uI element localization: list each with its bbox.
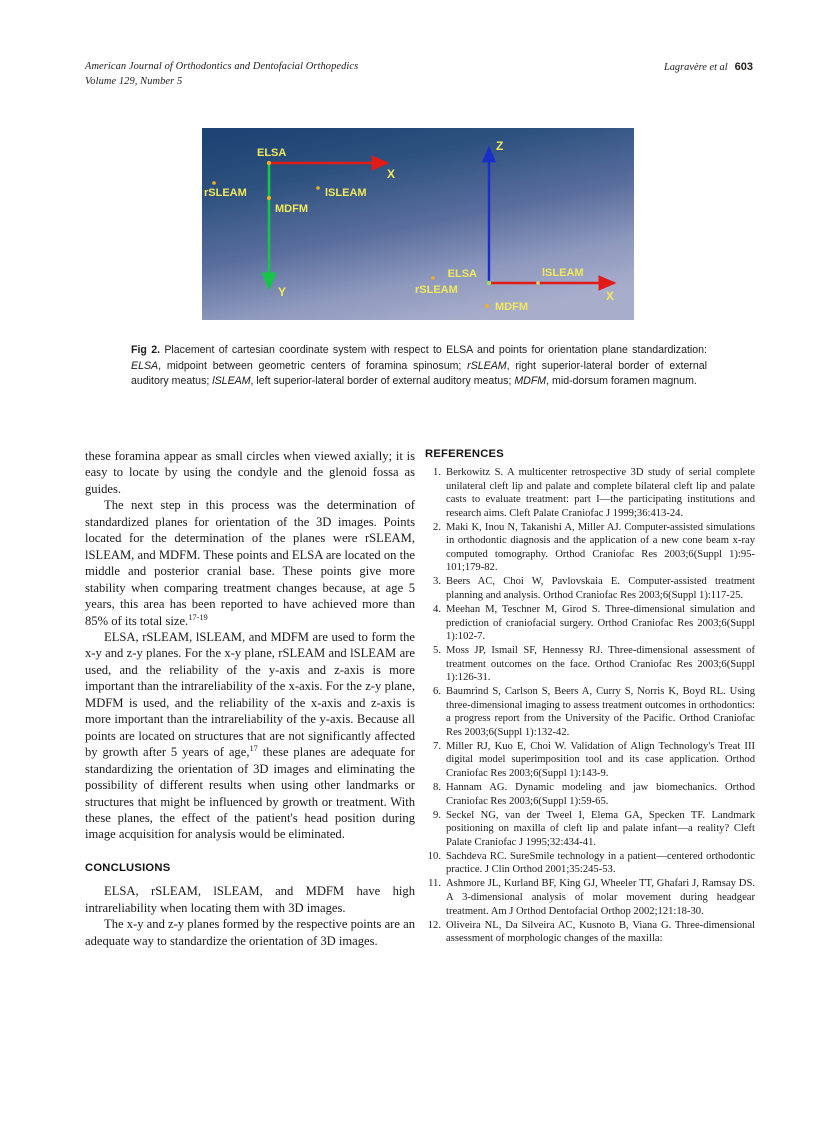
left-column-body (85, 448, 415, 949)
left-view-label-isleam: lSLEAM (325, 187, 367, 199)
running-head (85, 60, 753, 94)
references-heading: REFERENCES (425, 448, 504, 460)
reference-text: Maki K, Inou N, Takanishi A, Miller AJ. Computer-assisted simulations in orthodontic diagnosis and the application of a new cone beam x-ray computed tomography. Orthod Craniofac Res 2003;6(Suppl 1):95-101;179-82. (446, 521, 755, 574)
reference-item (425, 877, 755, 918)
figure-label: Fig 2. (131, 344, 161, 356)
reference-item (425, 644, 755, 685)
reference-list (425, 466, 755, 946)
reference-number: 3. (433, 576, 441, 588)
figure-2-caption (131, 343, 707, 390)
citation-17: 17 (249, 743, 258, 753)
figure-caption-text-2: , midpoint between geometric centers of foramina spinosum; (158, 359, 468, 372)
reference-number: 9. (433, 809, 441, 821)
reference-text: Baumrind S, Carlson S, Beers A, Curry S, Norris K, Boyd RL. Using three-dimensional imaging to assess treatment outcomes in orthodontics: a progress report from the University of the Pacific. Orthod Craniofac Res 2003;6(Suppl 1):132-42. (446, 686, 755, 738)
right-view-point-mdfm (485, 304, 489, 308)
figure-caption-text-1: Placement of cartesian coordinate system with respect to ELSA and points for orientation plane standardization: (160, 344, 707, 356)
reference-number: 4. (433, 603, 441, 615)
figure-2 (202, 128, 634, 320)
reference-item (425, 685, 755, 739)
left-view-point-elsa (267, 161, 271, 165)
reference-number: 6. (433, 686, 441, 698)
reference-text: Oliveira NL, Da Silveira AC, Kusnoto B, Viana G. Three-dimensional assessment of morphologic changes of the maxilla: (446, 919, 755, 945)
left-view-axis-label-x: X (387, 167, 396, 181)
reference-text: Meehan M, Teschner M, Girod S. Three-dimensional simulation and prediction of craniofacial surgery. Orthod Craniofac Res 2003;6(Suppl 1):102-7. (446, 603, 755, 643)
figure-term-rsleam: rSLEAM (467, 359, 507, 372)
reference-item (425, 603, 755, 644)
conclusions-paragraph-2: The x-y and z-y planes formed by the respective points are an adequate way to standardize the orientation of 3D images. (85, 917, 415, 948)
paragraph-1: these foramina appear as small circles when viewed axially; it is easy to locate by using the condyle and the glenoid fossa as guides. (85, 449, 415, 496)
reference-number: 1. (433, 467, 441, 478)
paragraph-2-text: The next step in this process was the determination of standardized planes for orientation of the 3D images. Points located for the determination of the planes were rSLEAM, lSLEAM, and MDFM. These points and ELSA are located on the middle and posterior cranial base. These points give more stability when comparing treatment changes because, at age 5 years, this area has been reported to have achieved more than 85% of its total size. (85, 498, 415, 628)
reference-text: Moss JP, Ismail SF, Hennessy RJ. Three-dimensional assessment of treatment outcomes on the face. Orthod Craniofac Res 2003;6(Suppl 1):126-31. (446, 645, 755, 684)
author-citation: Lagravère et al (663, 62, 728, 73)
reference-text: Miller RJ, Kuo E, Choi W. Validation of Align Technology's Treat III digital model superimposition tool and its case application. Orthod Craniofac Res 2003;6(Suppl 1):143-9. (446, 740, 755, 780)
reference-number: 11. (428, 878, 441, 890)
reference-item (425, 809, 755, 850)
reference-item (425, 466, 755, 520)
running-head-right (664, 60, 753, 76)
page-number: 603 (734, 61, 753, 73)
figure-caption-text-3: , right superior-lateral border of external auditory meatus; (131, 359, 708, 388)
figure-2-image (202, 128, 634, 320)
right-view-point-elsa (487, 281, 491, 285)
right-column (425, 448, 755, 946)
reference-number: 10. (427, 850, 441, 862)
right-view-label-isleam: lSLEAM (542, 267, 584, 279)
right-view-label-rsleam: rSLEAM (415, 284, 458, 296)
figure-caption-text-5: , mid-dorsum foramen magnum. (546, 375, 697, 388)
reference-number: 7. (433, 740, 441, 752)
journal-name: American Journal of Orthodontics and Dentofacial Orthopedics (85, 61, 359, 72)
left-view-label-rsleam: rSLEAM (204, 187, 247, 199)
paragraph-3 (85, 629, 415, 843)
reference-number: 2. (433, 521, 441, 533)
figure-term-isleam: lSLEAM (212, 375, 251, 388)
reference-item (425, 781, 755, 808)
figure-term-mdfm: MDFM (514, 375, 547, 388)
journal-title (85, 60, 358, 89)
journal-volume: Volume 129, Number 5 (85, 75, 183, 87)
left-view-point-rsleam (212, 181, 216, 185)
conclusions-paragraph-1: ELSA, rSLEAM, lSLEAM, and MDFM have high intrareliability when locating them with 3D images. (85, 884, 415, 915)
paragraph-2 (85, 497, 415, 629)
left-view-point-isleam (316, 186, 320, 190)
figure-caption-text-4: , left superior-lateral border of external auditory meatus; (250, 375, 515, 388)
paragraph-3-tail: these planes are adequate for standardizing the orientation of 3D images and eliminating the possibility of different results when using other landmarks or structures that might be influenced by growth or treatment. With these planes, the effect of the patient's head position during image acquisition for analysis would be eliminated. (85, 745, 415, 842)
reference-item (425, 521, 755, 575)
right-view-label-elsa: ELSA (447, 268, 477, 280)
reference-number: 8. (433, 782, 441, 794)
right-view-axis-label-x: X (606, 289, 615, 303)
left-view-label-elsa: ELSA (257, 147, 287, 159)
reference-item (425, 740, 755, 781)
citation-17-19: 17-19 (188, 612, 208, 622)
right-view-point-isleam (536, 281, 540, 285)
reference-text: Seckel NG, van der Tweel I, Elema GA, Specken TF. Landmark positioning on maxilla of cleft lip and palate infant—a reality? Cleft Palate Craniofac J 1995;32:434-41. (446, 809, 755, 848)
left-view-label-mdfm: MDFM (275, 203, 308, 215)
reference-item (425, 575, 755, 602)
reference-text: Sachdeva RC. SureSmile technology in a patient—centered orthodontic practice. J Clin Orthod 2001;35:245-53. (446, 850, 755, 876)
right-view-label-mdfm: MDFM (495, 301, 528, 313)
left-column (85, 448, 415, 949)
reference-text: Berkowitz S. A multicenter retrospective 3D study of serial complete unilateral cleft lip and palate and complete bilateral cleft lip and palate casts to evaluate treatment: part I—the participating institutions and research aims. Cleft Palate Craniofac J 1999;36:413-24. (446, 467, 755, 519)
right-view-point-rsleam (431, 276, 435, 280)
reference-item (425, 850, 755, 877)
right-view-axis-label-z: Z (496, 139, 504, 153)
reference-text: Ashmore JL, Kurland BF, King GJ, Wheeler TT, Ghafari J, Ramsay DS. A 3-dimensional analysis of molar movement during headgear treatment. Am J Orthod Dentofacial Orthop 2002;121:18-30. (446, 878, 755, 917)
reference-number: 5. (433, 645, 441, 657)
left-view-point-mdfm (267, 196, 271, 200)
reference-text: Beers AC, Choi W, Pavlovskaia E. Computer-assisted treatment planning and analysis. Orthod Craniofac Res 2003;6(Suppl 1):117-25. (446, 576, 755, 601)
reference-number: 12. (427, 919, 441, 931)
reference-text: Hannam AG. Dynamic modeling and jaw biomechanics. Orthod Craniofac Res 2003;6(Suppl 1):59-65. (446, 782, 755, 807)
figure-term-elsa: ELSA (131, 359, 159, 372)
reference-item (425, 919, 755, 946)
conclusions-heading: CONCLUSIONS (85, 861, 171, 874)
paragraph-3-text: ELSA, rSLEAM, lSLEAM, and MDFM are used to form the x-y and z-y planes. For the x-y plane, rSLEAM and lSLEAM are used, and the reliability of the y-axis and z-axis is more important than the intrareliability of the x-axis. For the z-y plane, MDFM is used, and the reliability of the x-axis and z-axis is more important than the intrareliability of the y-axis. Because all points are located on structures that are not significantly affected by growth after 5 years of age, (85, 629, 415, 760)
left-view-axis-label-y: Y (278, 285, 287, 299)
